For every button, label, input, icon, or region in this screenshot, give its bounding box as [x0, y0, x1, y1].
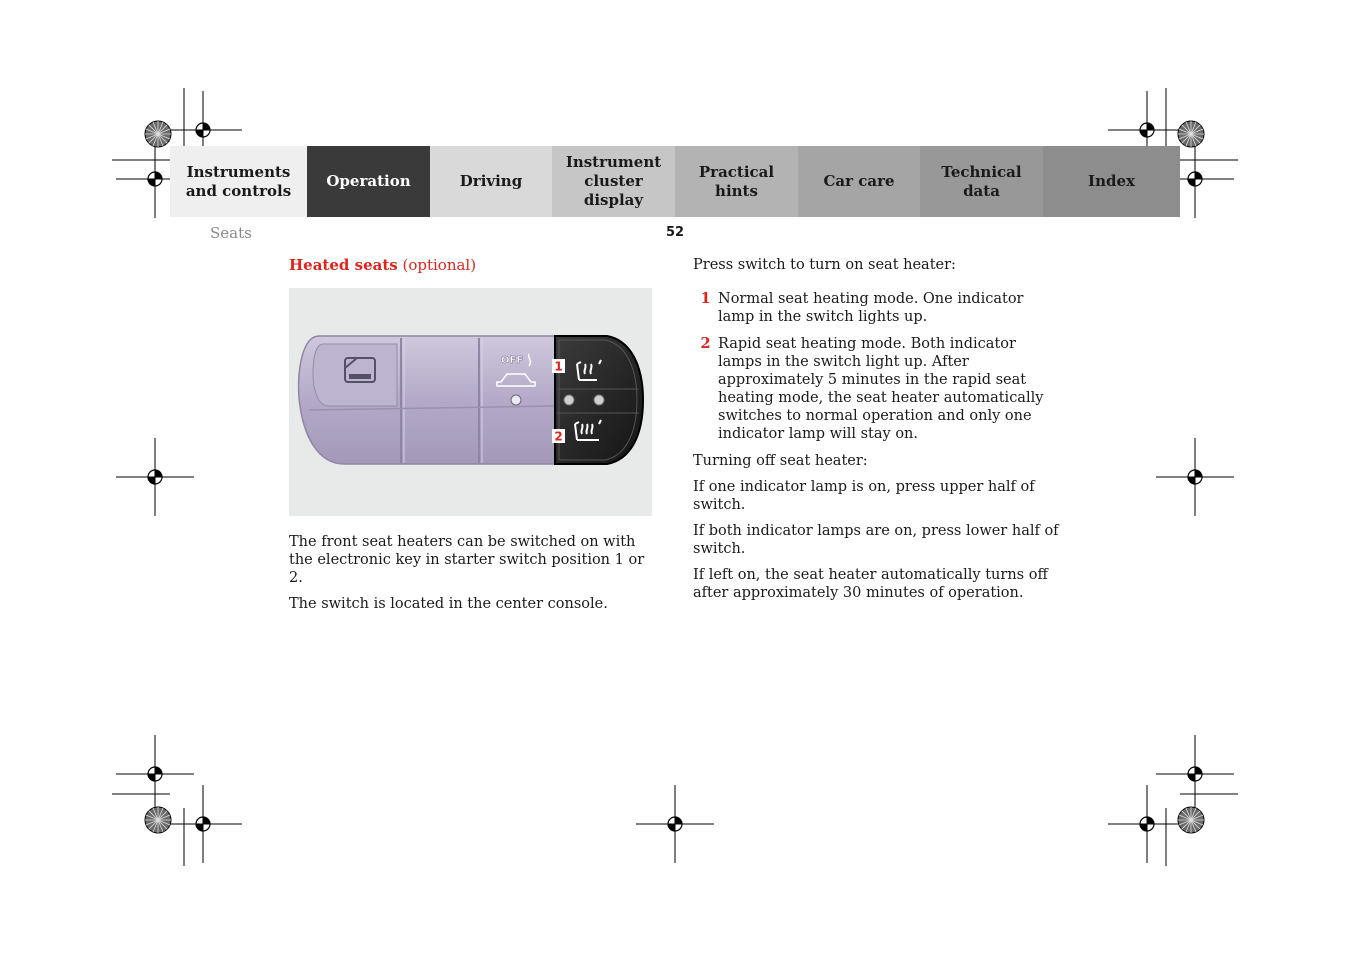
left-column — [289, 533, 659, 621]
paragraph: The front seat heaters can be switched on with the electronic key in starter switch position 1 or 2. — [289, 534, 645, 586]
tab-instruments-and-controls[interactable]: Instruments and controls — [170, 146, 307, 217]
callout-2: 2 — [554, 429, 563, 444]
paragraph: If both indicator lamps are on, press lower half of switch. — [693, 523, 1059, 557]
list-item-number: 2 — [700, 335, 711, 352]
paragraph: If left on, the seat heater automatically turns off after approximately 30 minutes of operation. — [693, 567, 1048, 601]
chapter-navigation — [170, 146, 1180, 217]
list-item-text: Normal seat heating mode. One indicator lamp in the switch lights up. — [718, 291, 1024, 325]
instruction-intro: Press switch to turn on seat heater: — [693, 257, 956, 273]
list-item — [693, 290, 1063, 326]
list-item — [693, 335, 1063, 443]
svg-text:OFF: OFF — [501, 355, 524, 366]
right-column — [693, 256, 1063, 610]
mode-list — [693, 290, 1063, 443]
tab-practical-hints[interactable]: Practical hints — [675, 146, 798, 217]
paragraph: The switch is located in the center console. — [289, 596, 608, 612]
tab-index[interactable]: Index — [1043, 146, 1180, 217]
tab-technical-data[interactable]: Technical data — [920, 146, 1043, 217]
callout-1: 1 — [554, 359, 563, 374]
heading-note: (optional) — [402, 256, 477, 274]
list-item-text: Rapid seat heating mode. Both indicator lamps in the switch light up. After approximately 5 minutes in the rapid seat heating mode, the seat heater automatically switches to normal operation and only one indicator lamp will stay on. — [718, 336, 1044, 442]
heading-title: Heated seats — [289, 256, 398, 274]
paragraph: If one indicator lamp is on, press upper half of switch. — [693, 479, 1035, 513]
tab-car-care[interactable]: Car care — [798, 146, 920, 217]
paragraph: Turning off seat heater: — [693, 453, 868, 469]
seat-heater-switch-illustration — [289, 288, 652, 516]
page-number: 52 — [665, 225, 685, 240]
tab-driving[interactable]: Driving — [430, 146, 552, 217]
tab-operation[interactable]: Operation — [307, 146, 430, 217]
list-item-number: 1 — [700, 290, 711, 307]
tab-instrument-cluster-display[interactable]: Instrument cluster display — [552, 146, 675, 217]
section-heading — [289, 256, 476, 274]
section-label: Seats — [210, 224, 252, 242]
switch-panel-drawing — [289, 288, 652, 516]
